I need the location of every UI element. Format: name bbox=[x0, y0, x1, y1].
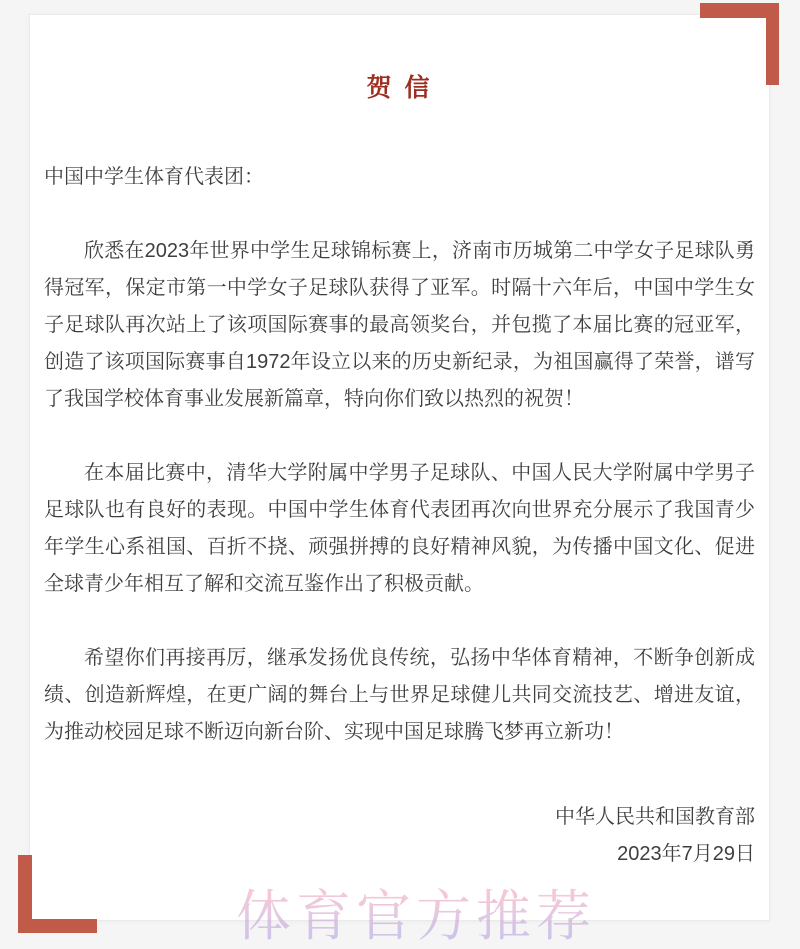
letter-signature: 中华人民共和国教育部 bbox=[555, 806, 755, 828]
letter-card bbox=[29, 14, 770, 921]
letter-paragraph-2: 在本届比赛中，清华大学附属中学男子足球队、中国人民大学附属中学男子足球队也有良好的表现。中国中学生体育代表团再次向世界充分展示了我国青少年学生心系祖国、百折不挠、顽强拼搏的良好精神风貌，为传播中国文化、促进全球青少年相互了解和交流互鉴作出了积极贡献。 bbox=[44, 462, 755, 595]
letter-date: 2023年7月29日 bbox=[617, 843, 755, 865]
corner-accent-top-right bbox=[700, 3, 779, 85]
corner-accent-bottom-left bbox=[18, 855, 97, 933]
letter-paragraph-3: 希望你们再接再厉，继承发扬优良传统，弘扬中华体育精神，不断争创新成绩、创造新辉煌，在更广阔的舞台上与世界足球健儿共同交流技艺、增进友谊，为推动校园足球不断迈向新台阶、实现中国足球腾飞梦再立新功！ bbox=[44, 647, 755, 743]
letter-paragraph-1: 欣悉在2023年世界中学生足球锦标赛上，济南市历城第二中学女子足球队勇得冠军，保定市第一中学女子足球队获得了亚军。时隔十六年后，中国中学生女子足球队再次站上了该项国际赛事的最高领奖台，并包揽了本届比赛的冠亚军，创造了该项国际赛事自1972年设立以来的历史新纪录，为祖国赢得了荣誉，谱写了我国学校体育事业发展新篇章，特向你们致以热烈的祝贺！ bbox=[44, 240, 755, 410]
letter-body bbox=[44, 159, 755, 873]
letter-title: 贺 信 bbox=[366, 74, 433, 102]
letter-salutation: 中国中学生体育代表团： bbox=[44, 166, 264, 188]
watermark-text: 体育官方推荐 bbox=[236, 872, 596, 949]
